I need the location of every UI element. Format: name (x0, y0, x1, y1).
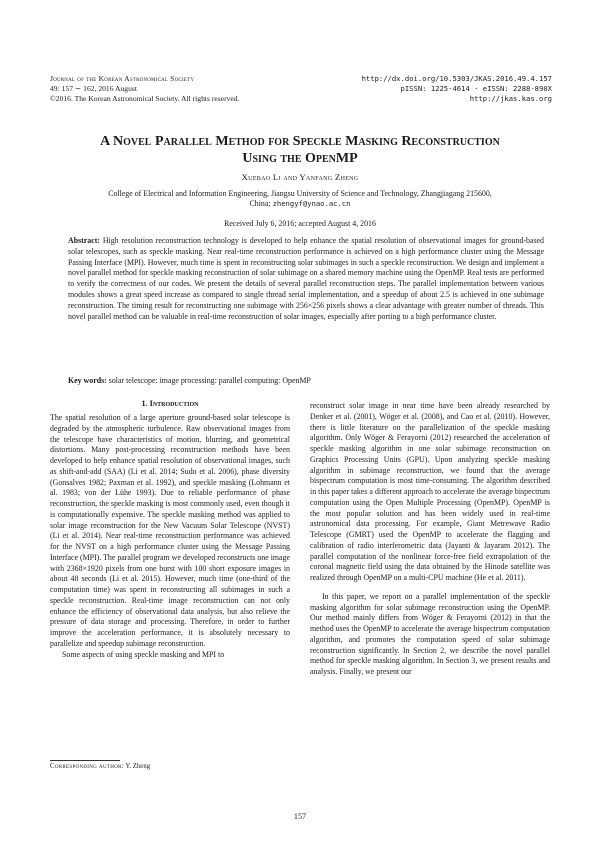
footnote-name: Y. Zheng (125, 763, 151, 770)
abstract-block (68, 236, 544, 322)
journal-header-left (50, 74, 340, 105)
doi-link[interactable]: http://dx.doi.org/10.5303/JKAS.2016.49.4.157 (361, 74, 552, 83)
section-heading-introduction: 1. Introduction (141, 399, 199, 408)
footnote-divider (50, 760, 120, 761)
affiliation-line: College of Electrical and Information Engineering, Jiangsu University of Science and Technology, Zhangjiagang 215600, (108, 189, 492, 198)
author-email-link[interactable]: zhengyf@ynao.ac.cn (272, 199, 351, 209)
title-line-2: Using the OpenMP (242, 151, 358, 166)
intro-paragraph-2-start: Some aspects of using speckle masking and MPI to (62, 649, 225, 659)
title-line-1: A Novel Parallel Method for Speckle Masking Reconstruction (100, 134, 500, 149)
column-left (50, 398, 290, 660)
paper-title (40, 133, 560, 167)
journal-name: Journal of the Korean Astronomical Society (50, 74, 195, 83)
copyright-line: ©2016. The Korean Astronomical Society. All rights reserved. (50, 94, 240, 104)
footnote-label: Corresponding author: (50, 763, 124, 770)
affiliation-country: China; (249, 199, 271, 209)
issn-line: pISSN: 1225-4614 · eISSN: 2288-890X (400, 84, 552, 94)
journal-header-right (322, 74, 552, 105)
journal-url-link[interactable]: http://jkas.kas.org (469, 94, 552, 104)
abstract-text: High resolution reconstruction technology is developed to help enhance the spatial resolution of observational images for ground-based solar telescopes, such as speckle masking. Near real-time reconstruction performance is achieved on a high performance cluster using the Message Passing Interface (MPI). However, much time is spent in reconstructing solar subimages in such a speckle reconstruction. We design and implement a novel parallel method for speckle masking reconstruction of solar subimage on a shared memory machine using the OpenMP. Real tests are performed to verify the correctness of our codes. We present the details of several parallel reconstruction steps. The parallel implementation between various modules shows a great speed increase as compared to single thread serial implementation, and a speedup of about 2.5 is achieved in one subimage reconstruction. The timing result for reconstructing one subimage with 256×256 pixels shows a clear advantage with greater number of threads. This novel parallel method can be valuable in real-time reconstruction of solar images, especially after porting to a high performance cluster. (68, 236, 545, 321)
intro-paragraph-3: In this paper, we report on a parallel implementation of the speckle masking algorithm for solar subimage reconstruction using the OpenMP. Our method mainly differs from Wöger & Ferayorni (2012) in that the method uses the OpenMP to accelerate the average bispectrum computation algorithm, and promotes the computation speed of solar subimage reconstruction significantly. In Section 2, we describe the novel parallel method for speckle masking algorithm. In Section 3, we present results and analysis. Finally, we present our (310, 591, 550, 676)
intro-paragraph-1: The spatial resolution of a large aperture ground-based solar telescope is degraded by the atmospheric turbulence. Raw observational images from the telescope have characteristics of motion, blurring, and geometrical distortions. Many post-processing reconstruction methods have been developed to help enhance spatial resolution of observational images, such as shift-and-add (SAA) (Li et al. 2014; Sudo et al. 2006), phase diversity (Gonsalves 1982; Paxman et al. 1992), and speckle masking (Lohmann et al. 1983; von der Lühe 1993). Due to reliable performance of phase reconstruction, the speckle masking is most commonly used, even though it is computationally expensive. The speckle masking method was applied to solar image reconstruction for the New Vacuum Solar Telescope (NVST) (Li et al. 2014). Near real-time reconstruction performance was achieved for the NVST on a high performance cluster using the Message Passing Interface (MPI). The parallel program we developed reconstructs one image with 2368×1920 pixels from one burst with 100 short exposure images in about 48 seconds (Li et al. 2015). However, much time (one-third of the computation time) was spent in reconstructing all subimages in such a speckle reconstruction. Real-time image reconstruction can not only enhance the efficiency of observational data analysis, but also relieve the pressure of data storage and processing. Therefore, in order to further improve the acceleration performance, it is absolutely necessary to parallelize and speedup subimage reconstruction. (50, 413, 290, 648)
column-right (310, 401, 550, 678)
author-list: Xuebao Li and Yanfang Zheng (241, 172, 359, 182)
received-dates: Received July 6, 2016; accepted August 4, 2016 (224, 219, 376, 228)
abstract-label: Abstract: (68, 236, 100, 245)
page-number: 157 (293, 812, 307, 821)
footnote (50, 763, 150, 770)
volume-pages: 49: 157 ∼ 162, 2016 August (50, 84, 137, 94)
affiliation (50, 189, 550, 209)
intro-paragraph-2-continued: reconstruct solar image in near time have been already researched by Denker et al. (2001), Wöger et al. (2008), and Cao et al. (2010). However, there is little literature on the parallelization of the speckle masking algorithm. Only Wöger & Ferayorni (2012) researched the acceleration of speckle masking algorithm in one solar subimage reconstruction on Graphics Processing Units (GPU). Upon analyzing speckle masking algorithm in subimage reconstruction, we found that the average bispectrum computation is most time-consuming. The algorithm described in this paper takes a different approach to accelerate the average bispectrum computation using the Open Multiple Processing (OpenMP). OpenMP is the most popular solution and has been widely used in real-time astronomical data processing. For example, Giant Metrewave Radio Telescope (GMRT) used the OpenMP to accelerate the flagging and calibration of radio interferometric data (Jayanti & Jayaram 2012). The parallel computation of the nonlinear force-free field extrapolation of the coronal magnetic field using the data obtained by the Hinode satellite was realized through OpenMP on a multi-CPU machine (He et al. 2011). (310, 401, 550, 582)
keywords-label: Key words: (68, 376, 107, 385)
keywords-block (68, 376, 544, 385)
keywords-text: solar telescope: image processing: parallel computing: OpenMP (108, 376, 311, 385)
